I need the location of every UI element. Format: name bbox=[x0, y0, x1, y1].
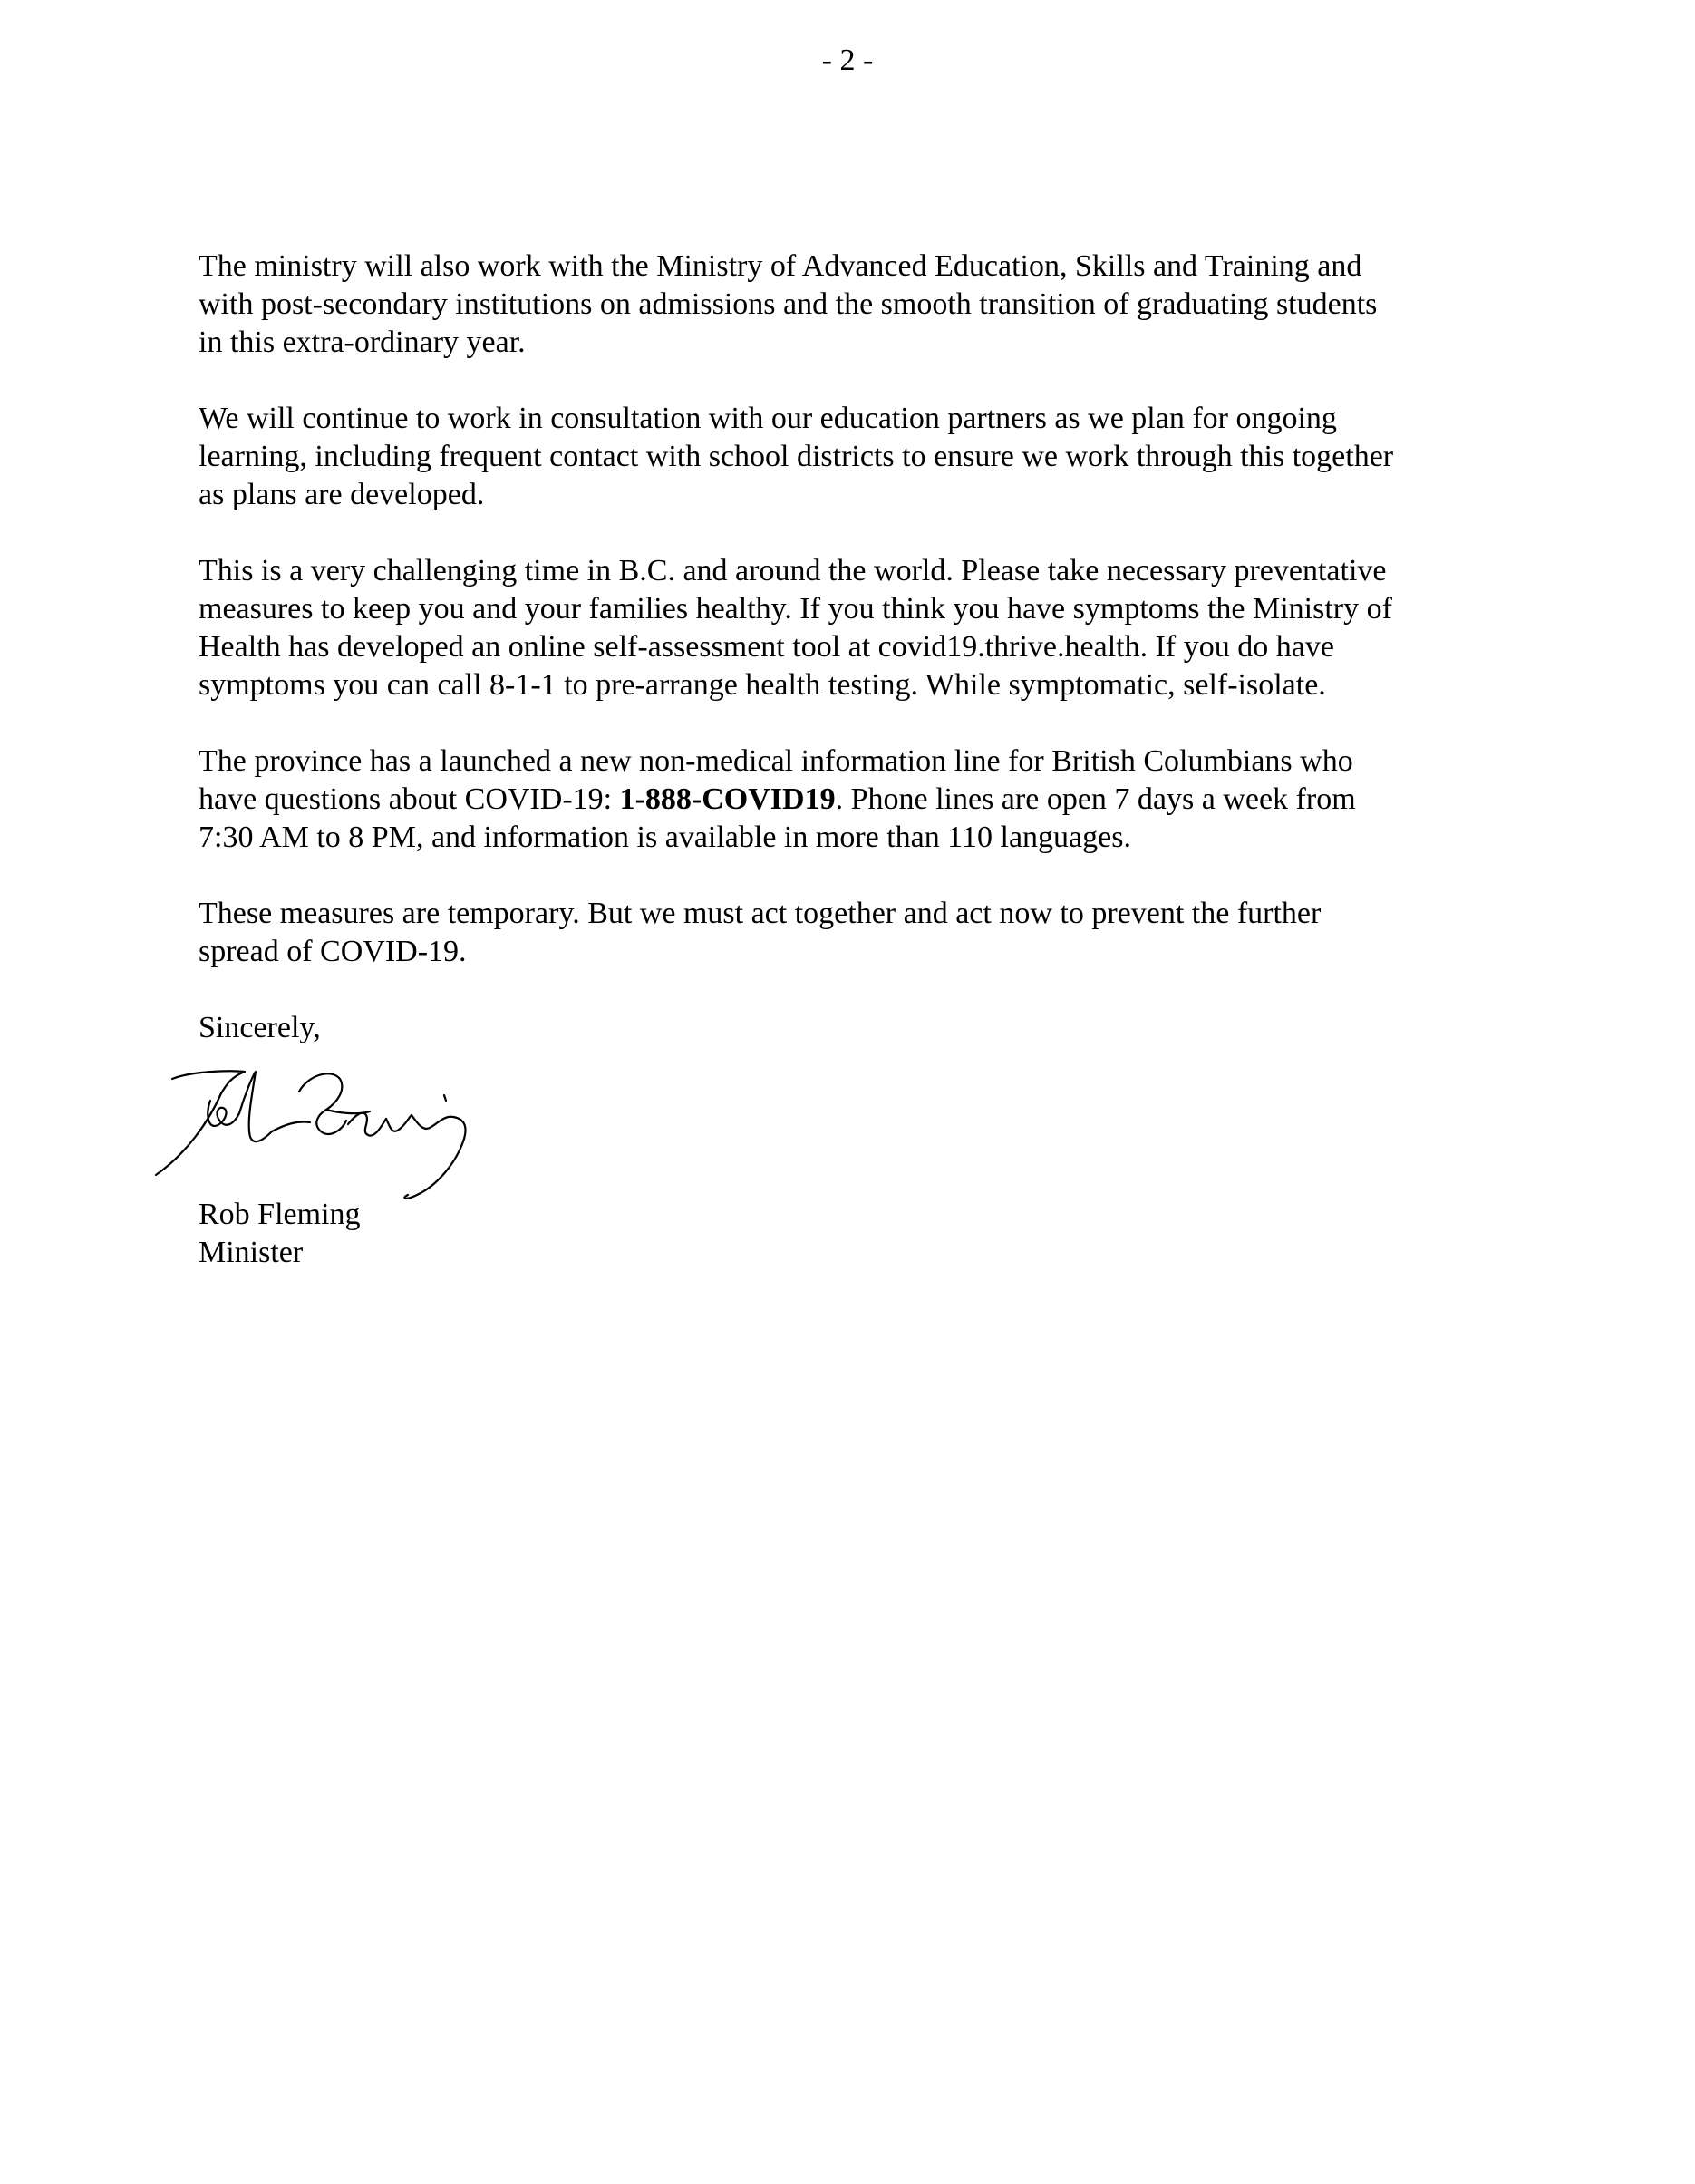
paragraph-post-secondary bbox=[199, 248, 1549, 362]
text-line: with post-secondary institutions on admissions and the smooth transition of graduating students bbox=[199, 287, 1378, 321]
text-line: The province has a launched a new non-medical information line for British Columbians who bbox=[199, 744, 1353, 778]
text-line: We will continue to work in consultation with our education partners as we plan for ongoing bbox=[199, 402, 1337, 435]
salutation: Sincerely, bbox=[199, 1011, 321, 1044]
signatory-name: Rob Fleming bbox=[199, 1198, 361, 1231]
text-line: in this extra-ordinary year. bbox=[199, 325, 526, 359]
text-line: measures to keep you and your families healthy. If you think you have symptoms the Ministry of bbox=[199, 592, 1392, 626]
text-segment: have questions about COVID-19: bbox=[199, 782, 620, 816]
text-line: spread of COVID-19. bbox=[199, 935, 467, 968]
signatory-title: Minister bbox=[199, 1236, 304, 1269]
text-line: This is a very challenging time in B.C. and around the world. Please take necessary preventative bbox=[199, 554, 1387, 587]
text-line: These measures are temporary. But we must act together and act now to prevent the further bbox=[199, 897, 1322, 930]
phone-number: 1-888-COVID19 bbox=[619, 782, 836, 816]
page-number: - 2 - bbox=[821, 44, 874, 77]
text-line: as plans are developed. bbox=[199, 478, 485, 511]
text-line: The ministry will also work with the Ministry of Advanced Education, Skills and Training and bbox=[199, 249, 1362, 283]
paragraph-consultation bbox=[199, 400, 1549, 514]
text-line bbox=[199, 781, 1549, 819]
text-line: symptoms you can call 8-1-1 to pre-arrange health testing. While symptomatic, self-isolate. bbox=[199, 668, 1326, 702]
text-line: Health has developed an online self-assessment tool at covid19.thrive.health. If you do have bbox=[199, 630, 1334, 664]
paragraph-temporary-measures bbox=[199, 895, 1549, 971]
paragraph-health-measures bbox=[199, 552, 1549, 704]
text-line: learning, including frequent contact with school districts to ensure we work through this together bbox=[199, 440, 1394, 473]
paragraph-information-line bbox=[199, 743, 1549, 857]
text-line: 7:30 AM to 8 PM, and information is available in more than 110 languages. bbox=[199, 820, 1131, 854]
text-segment: . Phone lines are open 7 days a week from bbox=[835, 782, 1356, 816]
